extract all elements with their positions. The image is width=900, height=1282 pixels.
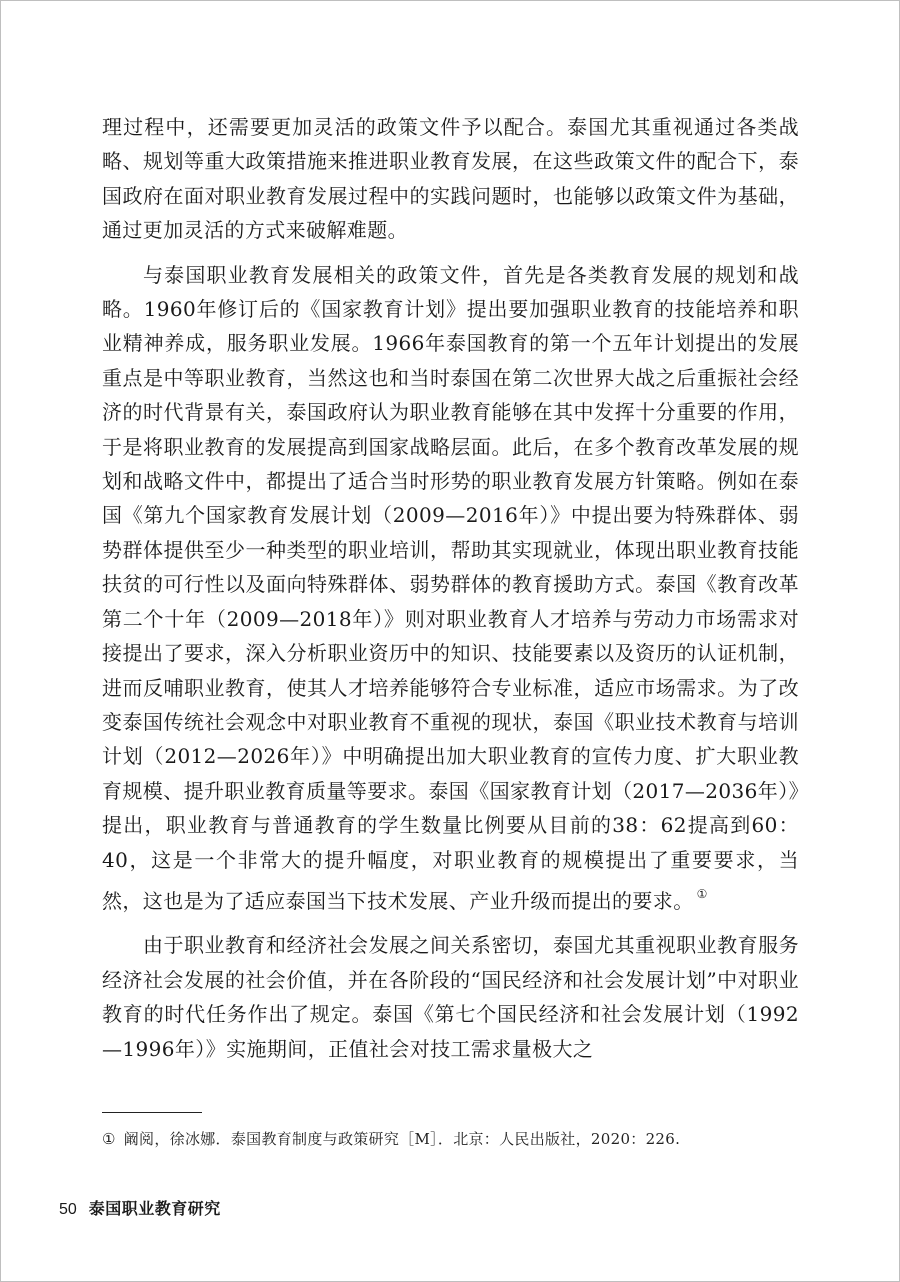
paragraph-text: 与泰国职业教育发展相关的政策文件，首先是各类教育发展的规划和战略。1960年修订后的《国家教育计划》提出要加强职业教育的技能培养和职业精神养成，服务职业发展。1966年泰国教育的第一个五年计划提出的发展重点是中等职业教育，当然这也和当时泰国在第二次世界大战之后重振社会经济的时代背景有关，泰国政府认为职业教育能够在其中发挥十分重要的作用，于是将职业教育的发展提高到国家战略层面。此后，在多个教育改革发展的规划和战略文件中，都提出了适合当时形势的职业教育发展方针策略。例如在泰国《第九个国家教育发展计划（2009—2016年）》中提出要为特殊群体、弱势群体提供至少一种类型的职业培训，帮助其实现就业，体现出职业教育技能扶贫的可行性以及面向特殊群体、弱势群体的教育援助方式。泰国《教育改革第二个十年（2009—2018年）》则对职业教育人才培养与劳动力市场需求对接提出了要求，深入分析职业资历中的知识、技能要素以及资历的认证机制，进而反哺职业教育，使其人才培养能够符合专业标准，适应市场需求。为了改变泰国传统社会观念中对职业教育不重视的现状，泰国《职业技术教育与培训计划（2012—2026年）》中明确提出加大职业教育的宣传力度、扩大职业教育规模、提升职业教育质量等要求。泰国《国家教育计划（2017—2036年）》提出，职业教育与普通教育的学生数量比例要从目前的38：62提高到60：40，这是一个非常大的提升幅度，对职业教育的规模提出了重要要求，当然，这也是为了适应泰国当下技术发展、产业升级而提出的要求。 xyxy=(102,262,799,913)
footnote-divider xyxy=(102,1112,202,1113)
footnote-reference[interactable]: ① xyxy=(696,886,708,901)
body-text xyxy=(102,110,799,1066)
running-title: 泰国职业教育研究 xyxy=(88,1201,221,1218)
footnote xyxy=(102,1128,799,1150)
page-footer xyxy=(59,1196,221,1219)
paragraph-economic-plans xyxy=(102,928,799,1066)
footnote-text: 阚阅，徐冰娜．泰国教育制度与政策研究［M］．北京：人民出版社，2020：226. xyxy=(123,1130,681,1148)
paragraph-text: 理过程中，还需要更加灵活的政策文件予以配合。泰国尤其重视通过各类战略、规划等重大政策措施来推进职业教育发展，在这些政策文件的配合下，泰国政府在面对职业教育发展过程中的实践问题时，也能够以政策文件为基础，通过更加灵活的方式来破解难题。 xyxy=(102,115,799,243)
paragraph-policy-documents xyxy=(102,258,799,919)
paragraph-text: 由于职业教育和经济社会发展之间关系密切，泰国尤其重视职业教育服务经济社会发展的社会价值，并在各阶段的“国民经济和社会发展计划”中对职业教育的时代任务作出了规定。泰国《第七个国民经济和社会发展计划（1992—1996年）》实施期间，正值社会对技工需求量极大之 xyxy=(102,933,799,1061)
page-number: 50 xyxy=(59,1201,77,1218)
paragraph-continued xyxy=(102,110,799,248)
footnote-mark: ① xyxy=(102,1130,116,1148)
